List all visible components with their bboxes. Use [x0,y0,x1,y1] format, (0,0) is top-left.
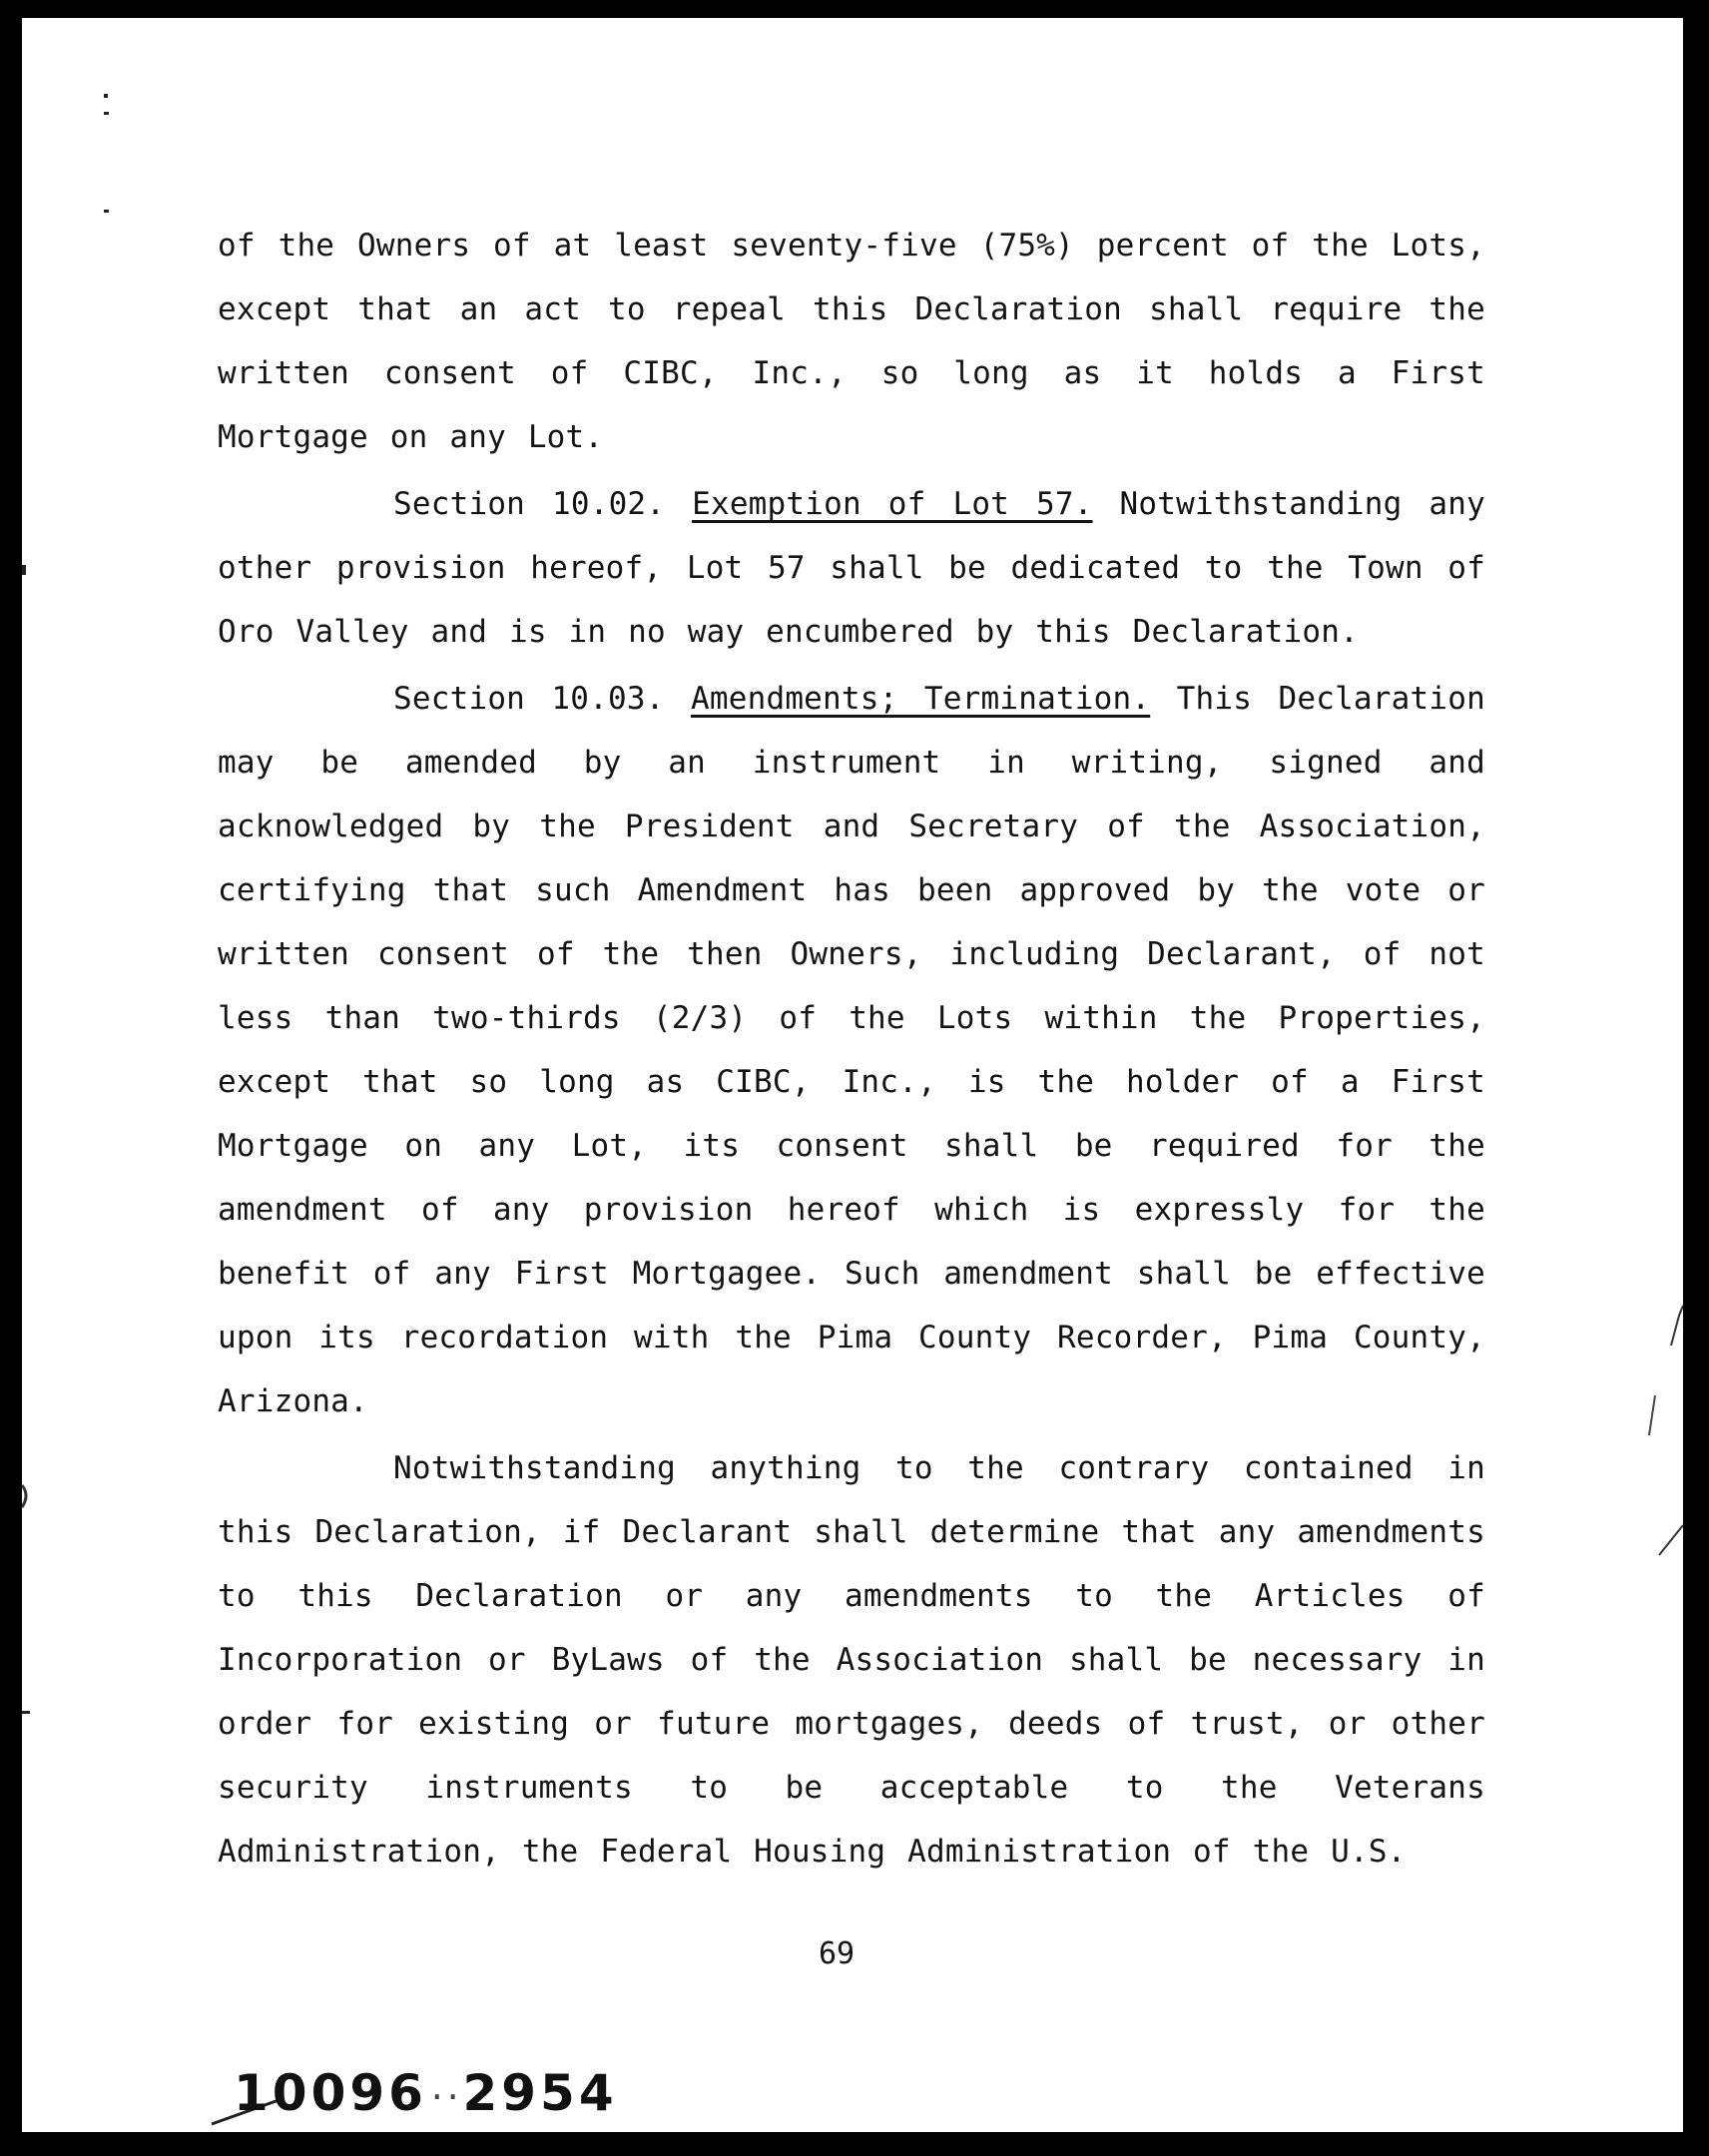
section-heading: Amendments; Termination. [691,681,1151,717]
section-label: Section 10.03. [393,681,665,717]
section-heading: Exemption of Lot 57. [692,486,1093,522]
section-text: Notwithstanding any other provision hereof, Lot 57 shall be dedicated to the Town of Oro Valley and is in no way encumbered by this Declaration. [218,486,1485,650]
book-number: 10096 [234,2064,427,2122]
section-text: This Declaration may be amended by an instrument in writing, signed and acknowledged by the President and Secretary of the Association, certifying that such Amendment has been approved by the vote or written consent of the then Owners, including Declarant, of not less than two-thirds (2/3) of the Lots within the Properties, except that so long as CIBC, Inc., is the holder of a First Mortgage on any Lot, its consent shall be required for the amendment of any provision hereof which is expressly for the benefit of any First Mortgagee. Such amendment shall be effective upon its recordation with the Pima County Recorder, Pima County, Arizona. [218,681,1485,1419]
book-page-reference [234,2064,618,2122]
section-label: Section 10.02. [393,486,666,522]
document-body [218,214,1485,1884]
ref-separator: · · [426,2075,463,2119]
paragraph-notwithstanding: Notwithstanding anything to the contrary contained in this Declaration, if Declarant shall determine that any amendments to this Declaration or any amendments to the Articles of Incorporation or ByLaws of the Association shall be necessary in order for existing or future mortgages, deeds of trust, or other security instruments to be acceptable to the Veterans Administration, the Federal Housing Administration of the U.S. [218,1450,1485,1870]
document-page [22,18,1683,2132]
paragraph-section-10-03 [218,667,1485,1433]
paragraph-section-10-02 [218,472,1485,664]
page-number: 69 [819,1936,855,1971]
paragraph-continuation: of the Owners of at least seventy-five (75%) percent of the Lots, except that an act to repeal this Declaration shall require the written consent of CIBC, Inc., so long as it holds a First Mortgage on any Lot. [218,228,1485,455]
page-ref: 2954 [462,2064,618,2122]
